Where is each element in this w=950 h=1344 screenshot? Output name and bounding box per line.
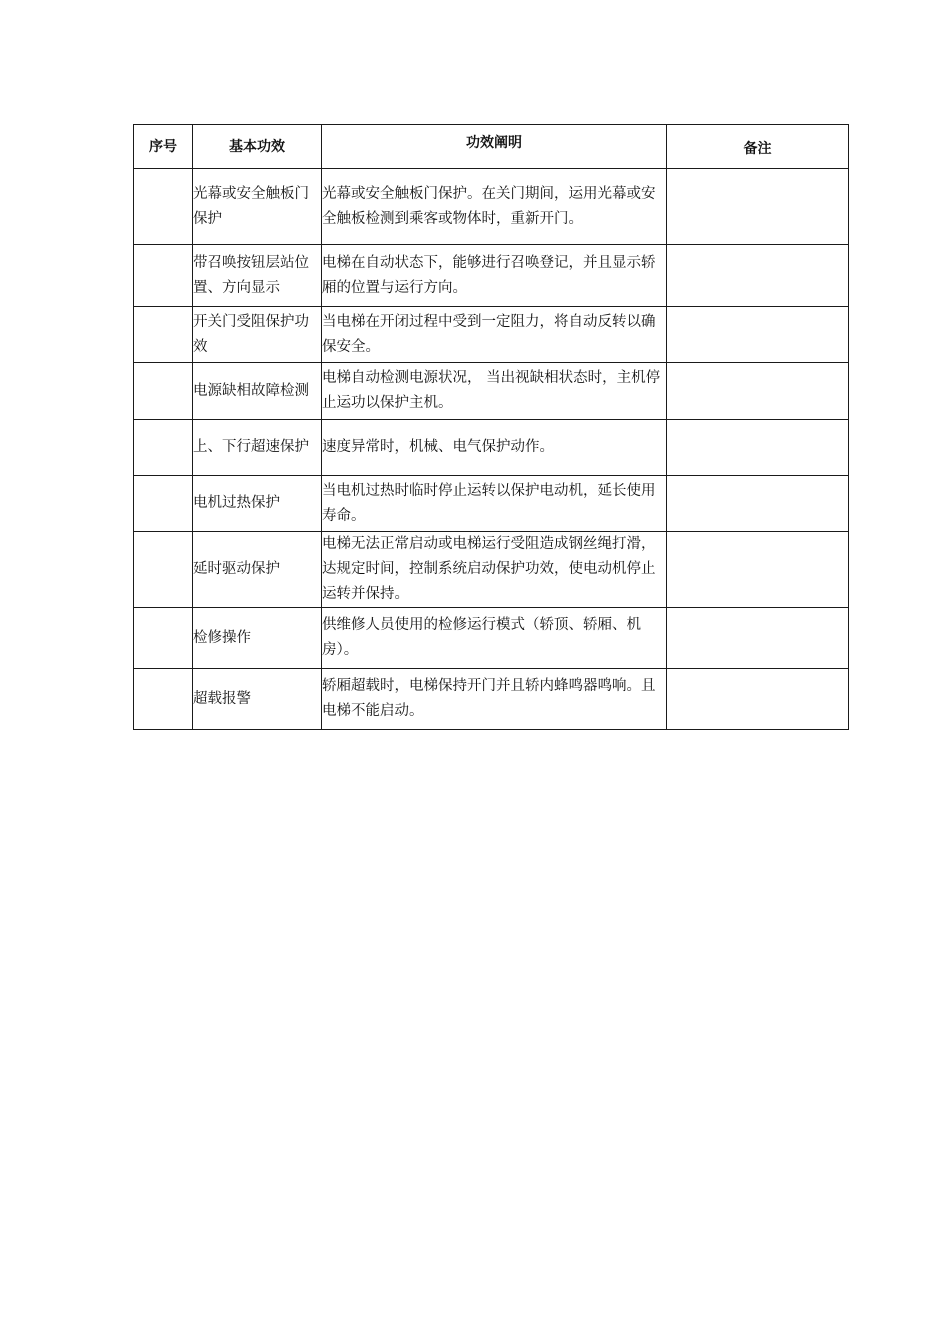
row-description-cell: 光幕或安全触板门保护。在关门期间，运用光幕或安全触板检测到乘客或物体时，重新开门。 — [322, 169, 667, 245]
header-description: 功效阐明 — [322, 125, 667, 169]
table-row — [134, 307, 849, 363]
table-header-row — [134, 125, 849, 169]
table-row — [134, 420, 849, 476]
row-remark-cell — [667, 532, 849, 608]
table-row — [134, 608, 849, 669]
function-table — [133, 124, 849, 730]
row-remark-cell — [667, 169, 849, 245]
row-index-cell — [134, 363, 193, 420]
row-index-cell — [134, 532, 193, 608]
row-description-cell: 电梯无法正常启动或电梯运行受阻造成钢丝绳打滑，达规定时间，控制系统启动保护功效，使电动机停止运转并保持。 — [322, 532, 667, 608]
header-function: 基本功效 — [193, 125, 322, 169]
row-index-cell — [134, 307, 193, 363]
row-function-cell: 开关门受阻保护功效 — [193, 307, 322, 363]
row-description-cell: 当电机过热时临时停止运转以保护电动机，延长使用寿命。 — [322, 476, 667, 532]
row-function-cell: 光幕或安全触板门保护 — [193, 169, 322, 245]
row-index-cell — [134, 169, 193, 245]
row-function-cell: 电机过热保护 — [193, 476, 322, 532]
row-remark-cell — [667, 476, 849, 532]
table-row — [134, 245, 849, 307]
row-function-cell: 延时驱动保护 — [193, 532, 322, 608]
row-description-cell: 速度异常时，机械、电气保护动作。 — [322, 420, 667, 476]
table-row — [134, 363, 849, 420]
row-index-cell — [134, 245, 193, 307]
row-remark-cell — [667, 245, 849, 307]
table-row — [134, 476, 849, 532]
row-description-cell: 供维修人员使用的检修运行模式（轿顶、轿厢、机房）。 — [322, 608, 667, 669]
row-function-cell: 带召唤按钮层站位置、方向显示 — [193, 245, 322, 307]
row-description-cell: 轿厢超载时，电梯保持开门并且轿内蜂鸣器鸣响。且电梯不能启动。 — [322, 669, 667, 730]
row-description-cell: 当电梯在开闭过程中受到一定阻力，将自动反转以确保安全。 — [322, 307, 667, 363]
row-description-cell: 电梯自动检测电源状况， 当出视缺相状态时，主机停止运功以保护主机。 — [322, 363, 667, 420]
row-remark-cell — [667, 420, 849, 476]
row-index-cell — [134, 420, 193, 476]
row-index-cell — [134, 608, 193, 669]
table-row — [134, 532, 849, 608]
row-remark-cell — [667, 307, 849, 363]
row-function-cell: 电源缺相故障检测 — [193, 363, 322, 420]
row-function-cell: 检修操作 — [193, 608, 322, 669]
row-remark-cell — [667, 608, 849, 669]
row-index-cell — [134, 476, 193, 532]
header-index: 序号 — [134, 125, 193, 169]
row-remark-cell — [667, 363, 849, 420]
row-remark-cell — [667, 669, 849, 730]
table-row — [134, 669, 849, 730]
row-description-cell: 电梯在自动状态下，能够进行召唤登记，并且显示轿厢的位置与运行方向。 — [322, 245, 667, 307]
row-index-cell — [134, 669, 193, 730]
header-remark: 备注 — [667, 125, 849, 169]
table-row — [134, 169, 849, 245]
row-function-cell: 超载报警 — [193, 669, 322, 730]
row-function-cell: 上、下行超速保护 — [193, 420, 322, 476]
